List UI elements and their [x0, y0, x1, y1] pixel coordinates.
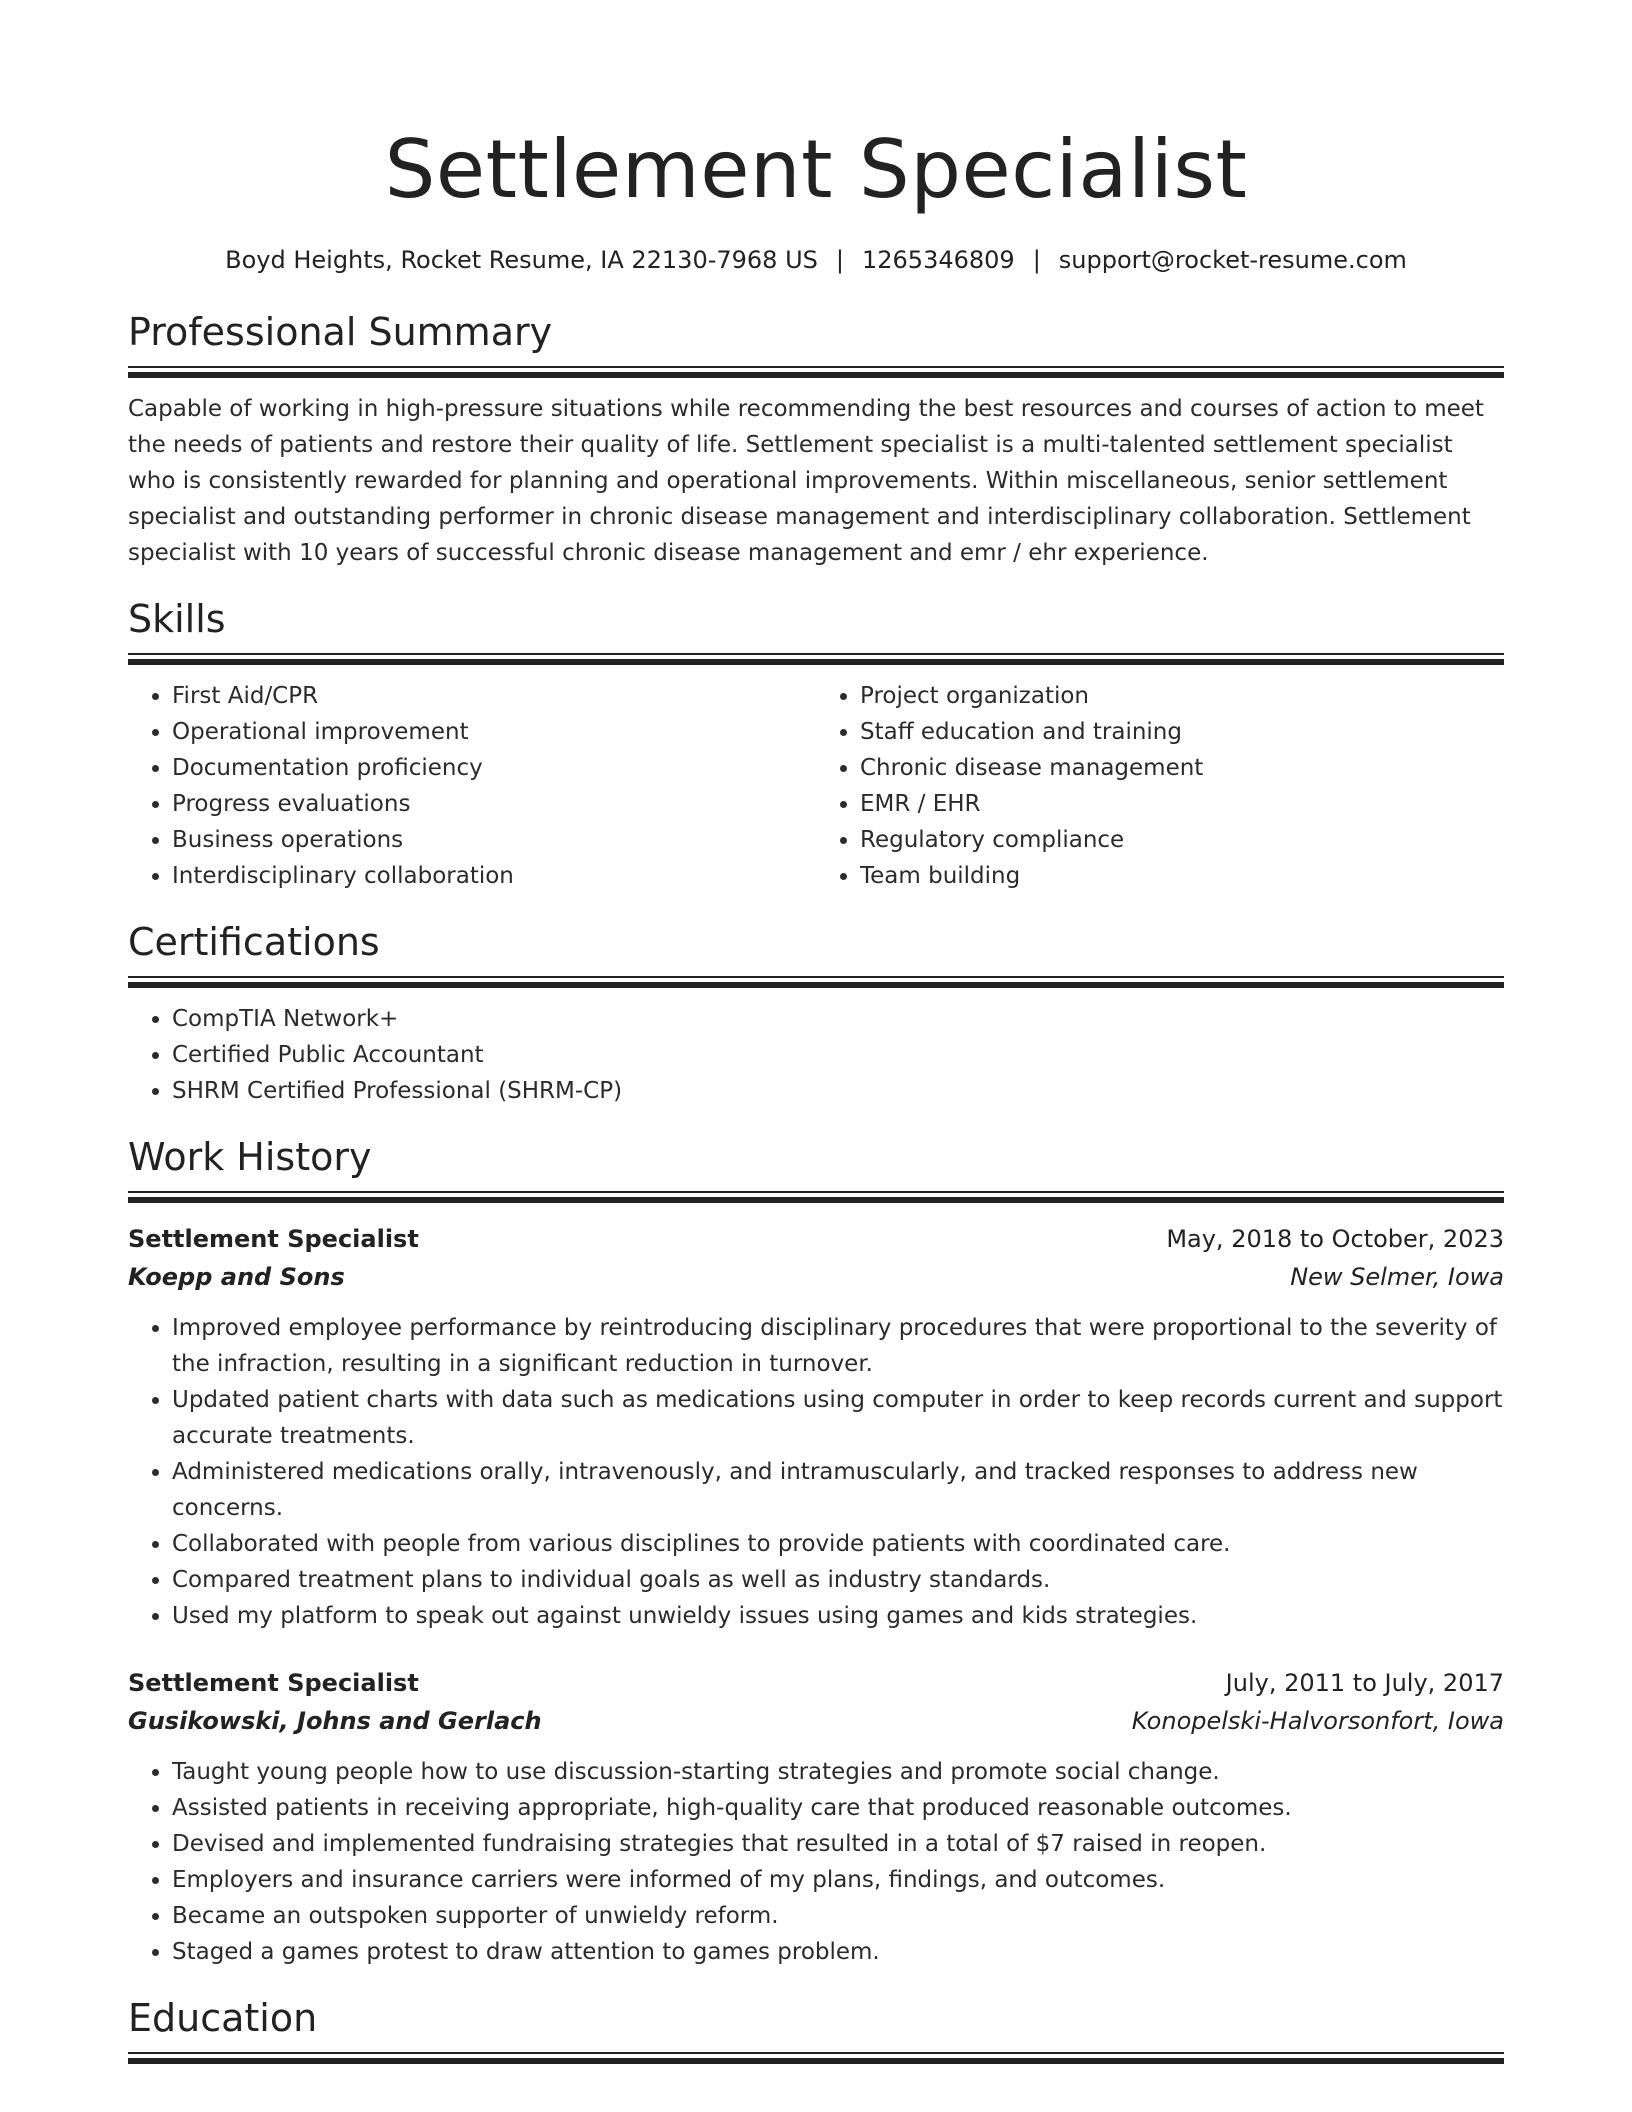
job-duty-item: • Taught young people how to use discussion-starting strategies and promote social change. — [172, 1754, 1504, 1790]
job-duties-list — [128, 1754, 1504, 1970]
certification-item: • Certified Public Accountant — [172, 1037, 1504, 1073]
job-duty-item: • Collaborated with people from various disciplines to provide patients with coordinated care. — [172, 1526, 1504, 1562]
contact-address: Boyd Heights, Rocket Resume, IA 22130-7968 US — [225, 246, 818, 274]
section-divider — [128, 366, 1504, 377]
section-divider — [128, 1191, 1504, 1202]
job-duty-item: • Staged a games protest to draw attention to games problem. — [172, 1934, 1504, 1970]
skill-item: • Progress evaluations — [172, 786, 816, 822]
resume-page — [128, 0, 1504, 2063]
section-title-education: Education — [128, 1996, 318, 2040]
job-duty-item: • Devised and implemented fundraising strategies that resulted in a total of $7 raised in reopen. — [172, 1826, 1504, 1862]
skills-list-left — [128, 678, 816, 894]
section-title-certifications: Certifications — [128, 920, 380, 964]
section-title-summary: Professional Summary — [128, 310, 553, 354]
skill-item: • First Aid/CPR — [172, 678, 816, 714]
skill-item: • EMR / EHR — [860, 786, 1504, 822]
job-entry — [128, 1664, 1504, 1970]
skill-item: • Chronic disease management — [860, 750, 1504, 786]
work-history-section — [128, 1133, 1504, 1970]
skill-item: • Regulatory compliance — [860, 822, 1504, 858]
section-divider — [128, 653, 1504, 664]
section-divider — [128, 976, 1504, 987]
job-duties-list — [128, 1310, 1504, 1634]
job-employer-row — [128, 1258, 1504, 1296]
certifications-list — [128, 1001, 1504, 1109]
job-duty-item: • Improved employee performance by reintroducing disciplinary procedures that were proportional to the severity of the infraction, resulting in a significant reduction in turnover. — [172, 1310, 1504, 1382]
job-header-row — [128, 1664, 1504, 1702]
job-duty-item: • Became an outspoken supporter of unwieldy reform. — [172, 1898, 1504, 1934]
skill-item: • Interdisciplinary collaboration — [172, 858, 816, 894]
job-duty-item: • Compared treatment plans to individual goals as well as industry standards. — [172, 1562, 1504, 1598]
skills-list-right — [816, 678, 1504, 894]
job-dates: May, 2018 to October, 2023 — [1166, 1225, 1504, 1253]
job-duty-item: • Administered medications orally, intravenously, and intramuscularly, and tracked responses to address new concerns. — [172, 1454, 1504, 1526]
certification-item: • CompTIA Network+ — [172, 1001, 1504, 1037]
skill-item: • Staff education and training — [860, 714, 1504, 750]
contact-separator: | — [835, 246, 844, 274]
section-divider — [128, 2052, 1504, 2063]
job-location: New Selmer, Iowa — [1290, 1263, 1504, 1291]
skills-section — [128, 595, 1504, 894]
job-duty-item: • Employers and insurance carriers were informed of my plans, findings, and outcomes. — [172, 1862, 1504, 1898]
job-title: Settlement Specialist — [128, 1225, 419, 1253]
skills-grid — [128, 678, 1504, 894]
contact-email: support@rocket-resume.com — [1058, 246, 1407, 274]
skill-item: • Business operations — [172, 822, 816, 858]
job-header-row — [128, 1220, 1504, 1258]
contact-line — [128, 244, 1504, 276]
certification-item: • SHRM Certified Professional (SHRM-CP) — [172, 1073, 1504, 1109]
job-employer-row — [128, 1702, 1504, 1740]
contact-phone: 1265346809 — [861, 246, 1015, 274]
skill-item: • Team building — [860, 858, 1504, 894]
section-title-work-history: Work History — [128, 1135, 372, 1179]
job-location: Konopelski-Halvorsonfort, Iowa — [1131, 1707, 1504, 1735]
job-dates: July, 2011 to July, 2017 — [1225, 1669, 1504, 1697]
summary-section — [128, 308, 1504, 571]
contact-separator: | — [1032, 246, 1041, 274]
job-company: Koepp and Sons — [128, 1263, 345, 1291]
skill-item: • Operational improvement — [172, 714, 816, 750]
resume-name: Settlement Specialist — [384, 123, 1248, 216]
job-duty-item: • Assisted patients in receiving appropriate, high-quality care that produced reasonable outcomes. — [172, 1790, 1504, 1826]
job-title: Settlement Specialist — [128, 1669, 419, 1697]
summary-text: Capable of working in high-pressure situations while recommending the best resources and courses of action to meet the needs of patients and restore their quality of life. Settlement specialist is a multi-talented settlement specialist who is consistently rewarded for planning and operational improvements. Within miscellaneous, senior settlement specialist and outstanding performer in chronic disease management and interdisciplinary collaboration. Settlement specialist with 10 years of successful chronic disease management and emr / ehr experience. — [128, 396, 1484, 566]
skill-item: • Project organization — [860, 678, 1504, 714]
certifications-section — [128, 918, 1504, 1109]
education-section — [128, 1994, 1504, 2063]
job-duty-item: • Used my platform to speak out against unwieldy issues using games and kids strategies. — [172, 1598, 1504, 1634]
skill-item: • Documentation proficiency — [172, 750, 816, 786]
section-title-skills: Skills — [128, 597, 226, 641]
job-entry — [128, 1220, 1504, 1634]
job-company: Gusikowski, Johns and Gerlach — [128, 1707, 542, 1735]
job-duty-item: • Updated patient charts with data such as medications using computer in order to keep records current and support accurate treatments. — [172, 1382, 1504, 1454]
